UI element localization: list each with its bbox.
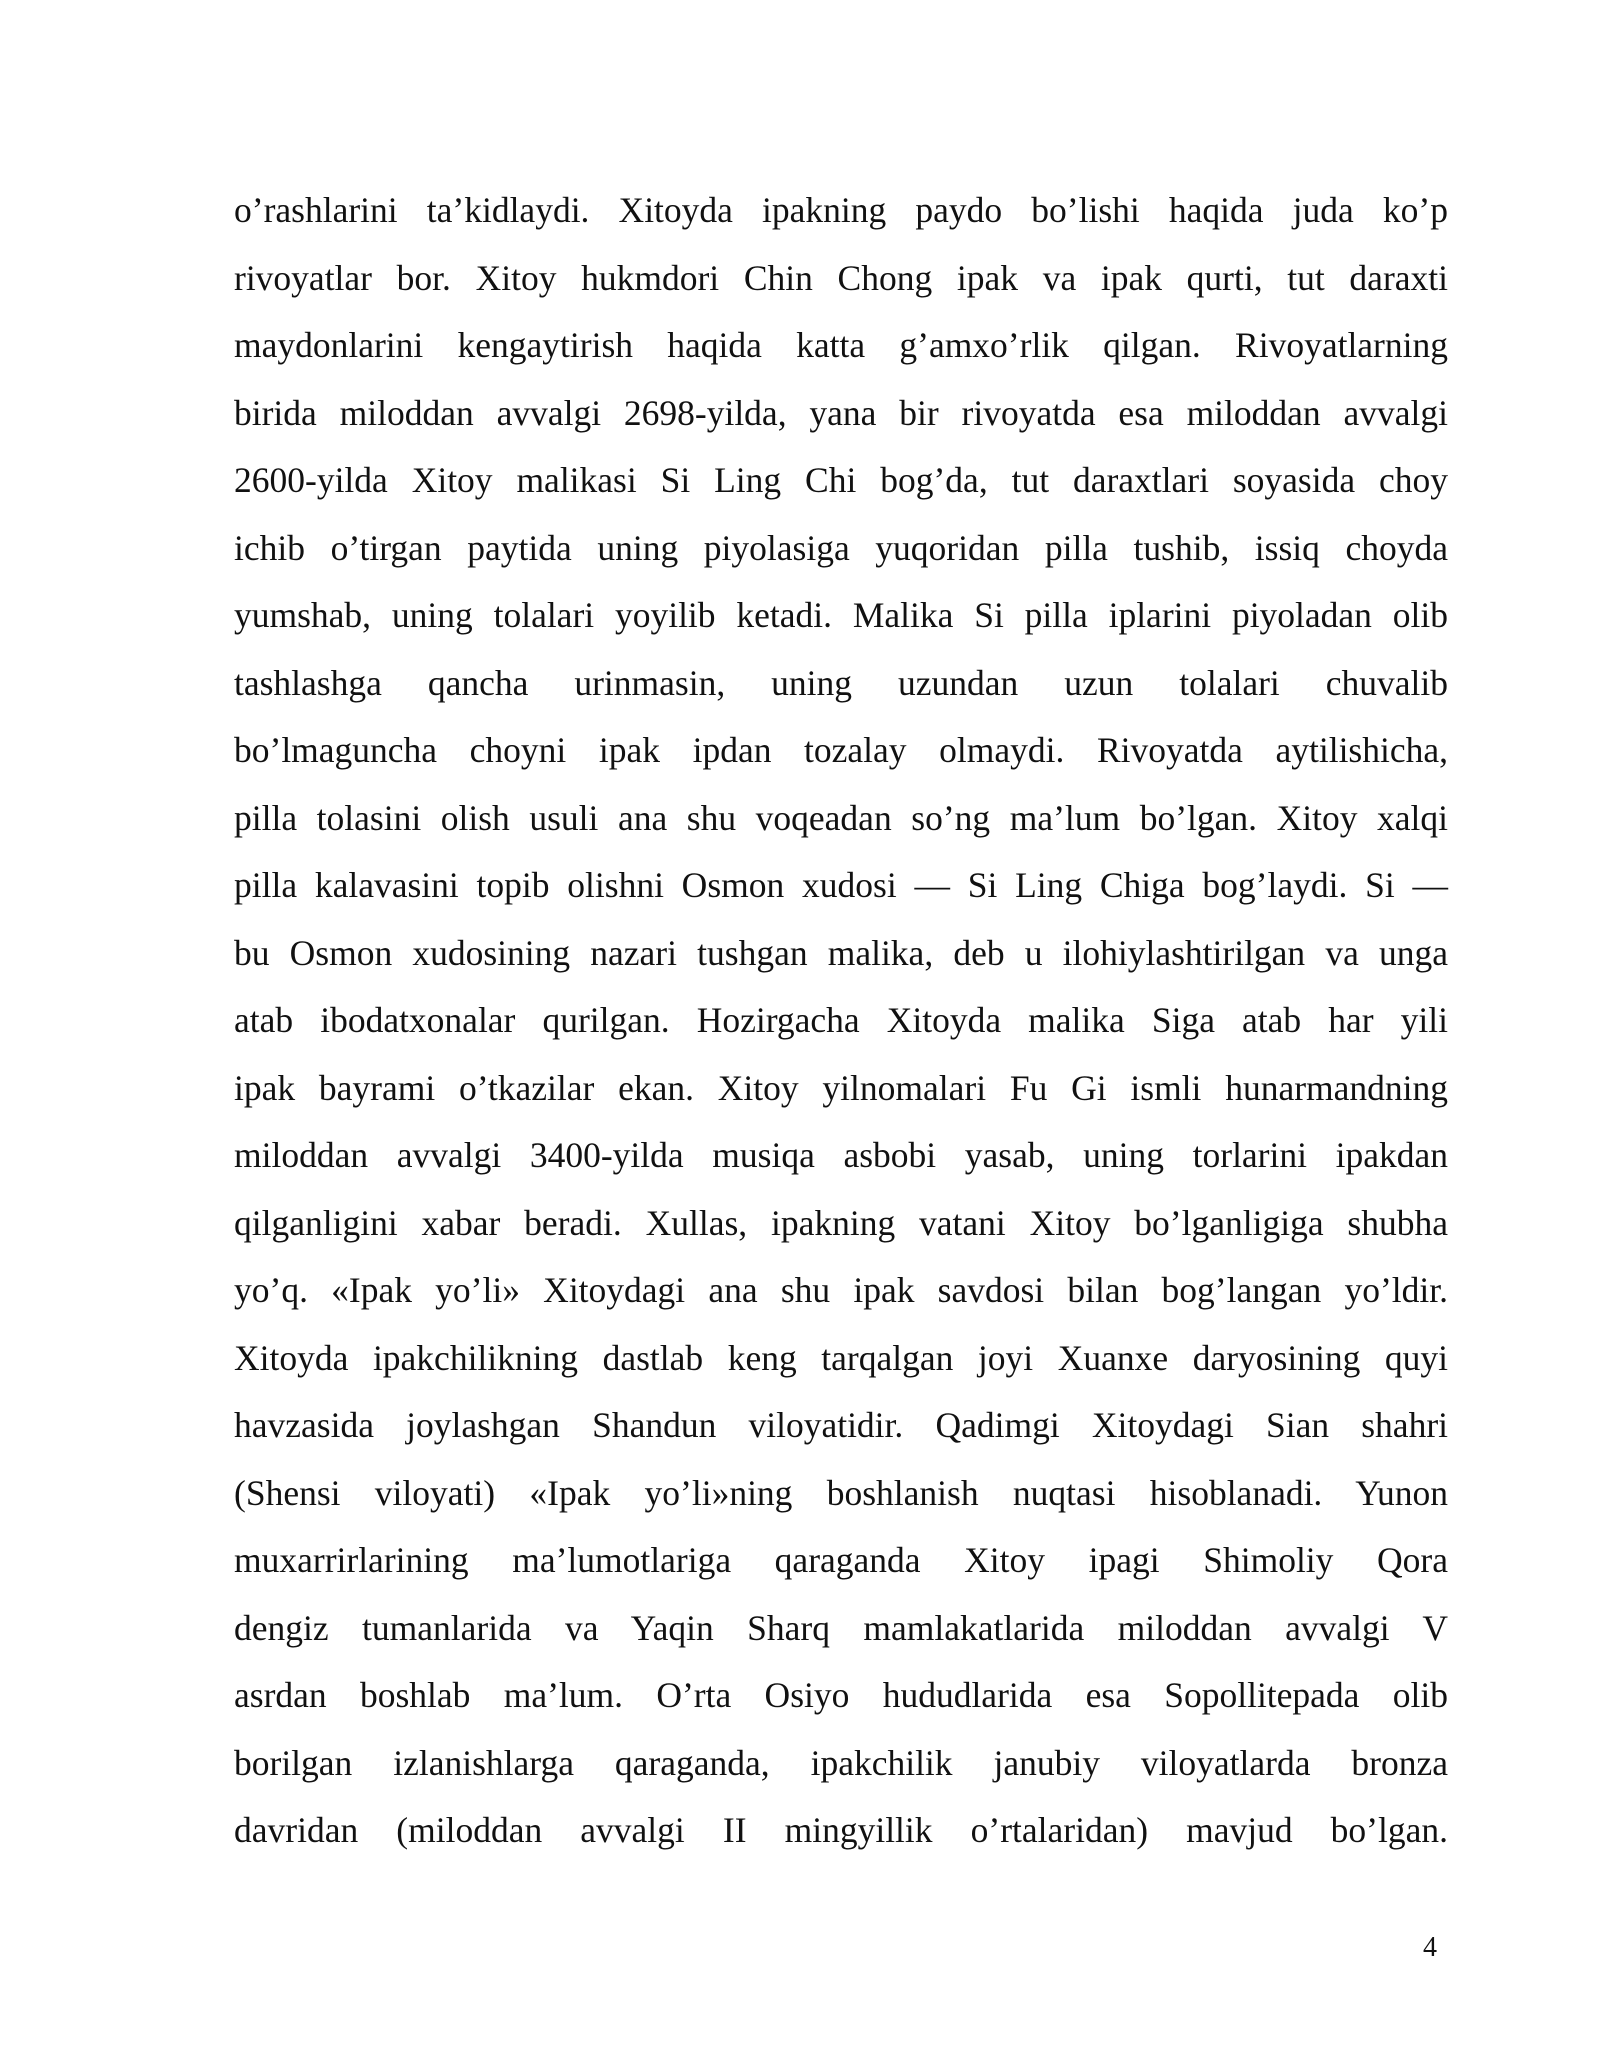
body-paragraph bbox=[234, 183, 1448, 1871]
text-line-2: rivoyatlar bor. Xitoy hukmdori Chin Chong ipak va ipak qurti, tut daraxti bbox=[234, 257, 1448, 298]
text-line-13: atab ibodatxonalar qurilgan. Hozirgacha Xitoyda malika Siga atab har yili bbox=[234, 1000, 1448, 1040]
text-line-21: muxarrirlarining ma’lumotlariga qaraganda Xitoy ipagi Shimoliy Qora bbox=[234, 1540, 1448, 1580]
text-line-15: miloddan avvalgi 3400-yilda musiqa asbobi yasab, uning torlarini ipakdan bbox=[234, 1135, 1448, 1175]
text-line-14: ipak bayrami o’tkazilar ekan. Xitoy yilnomalari Fu Gi ismli hunarmandning bbox=[234, 1067, 1448, 1108]
text-line-8: tashlashga qancha urinmasin, uning uzundan uzun tolalari chuvalib bbox=[234, 662, 1448, 703]
text-line-19: havzasida joylashgan Shandun viloyatidir. Qadimgi Xitoydagi Sian shahri bbox=[234, 1405, 1448, 1445]
text-line-7: yumshab, uning tolalari yoyilib ketadi. Malika Si pilla iplarini piyoladan olib bbox=[234, 595, 1448, 635]
text-line-17: yo’q. «Ipak yo’li» Xitoydagi ana shu ipak savdosi bilan bog’langan yo’ldir. bbox=[234, 1270, 1448, 1310]
text-line-4: birida miloddan avvalgi 2698-yilda, yana bir rivoyatda esa miloddan avvalgi bbox=[234, 392, 1448, 433]
text-line-9: bo’lmaguncha choyni ipak ipdan tozalay olmaydi. Rivoyatda aytilishicha, bbox=[234, 730, 1448, 770]
text-line-22: dengiz tumanlarida va Yaqin Sharq mamlakatlarida miloddan avvalgi V bbox=[234, 1607, 1448, 1648]
text-line-1: o’rashlarini ta’kidlaydi. Xitoyda ipakning paydo bo’lishi haqida juda ko’p bbox=[234, 190, 1448, 230]
page-number: 4 bbox=[1423, 1932, 1437, 1963]
text-line-20: (Shensi viloyati) «Ipak yo’li»ning boshlanish nuqtasi hisoblanadi. Yunon bbox=[234, 1472, 1448, 1513]
text-line-25: davridan (miloddan avvalgi II mingyillik o’rtalaridan) mavjud bo’lgan. bbox=[234, 1810, 1448, 1850]
text-line-16: qilganligini xabar beradi. Xullas, ipakning vatani Xitoy bo’lganligiga shubha bbox=[234, 1202, 1448, 1243]
text-line-6: ichib o’tirgan paytida uning piyolasiga yuqoridan pilla tushib, issiq choyda bbox=[234, 527, 1448, 568]
text-line-18: Xitoyda ipakchilikning dastlab keng tarqalgan joyi Xuanxe daryosining quyi bbox=[234, 1337, 1448, 1378]
text-line-11: pilla kalavasini topib olishni Osmon xudosi — Si Ling Chiga bog’laydi. Si — bbox=[234, 865, 1448, 905]
text-line-24: borilgan izlanishlarga qaraganda, ipakchilik janubiy viloyatlarda bronza bbox=[234, 1742, 1448, 1783]
text-line-10: pilla tolasini olish usuli ana shu voqeadan so’ng ma’lum bo’lgan. Xitoy xalqi bbox=[234, 797, 1448, 838]
text-line-5: 2600-yilda Xitoy malikasi Si Ling Chi bog’da, tut daraxtlari soyasida choy bbox=[234, 460, 1448, 500]
text-line-3: maydonlarini kengaytirish haqida katta g’amxo’rlik qilgan. Rivoyatlarning bbox=[234, 325, 1448, 365]
text-line-23: asrdan boshlab ma’lum. O’rta Osiyo hududlarida esa Sopollitepada olib bbox=[234, 1675, 1448, 1715]
text-line-12: bu Osmon xudosining nazari tushgan malika, deb u ilohiylashtirilgan va unga bbox=[234, 932, 1448, 973]
